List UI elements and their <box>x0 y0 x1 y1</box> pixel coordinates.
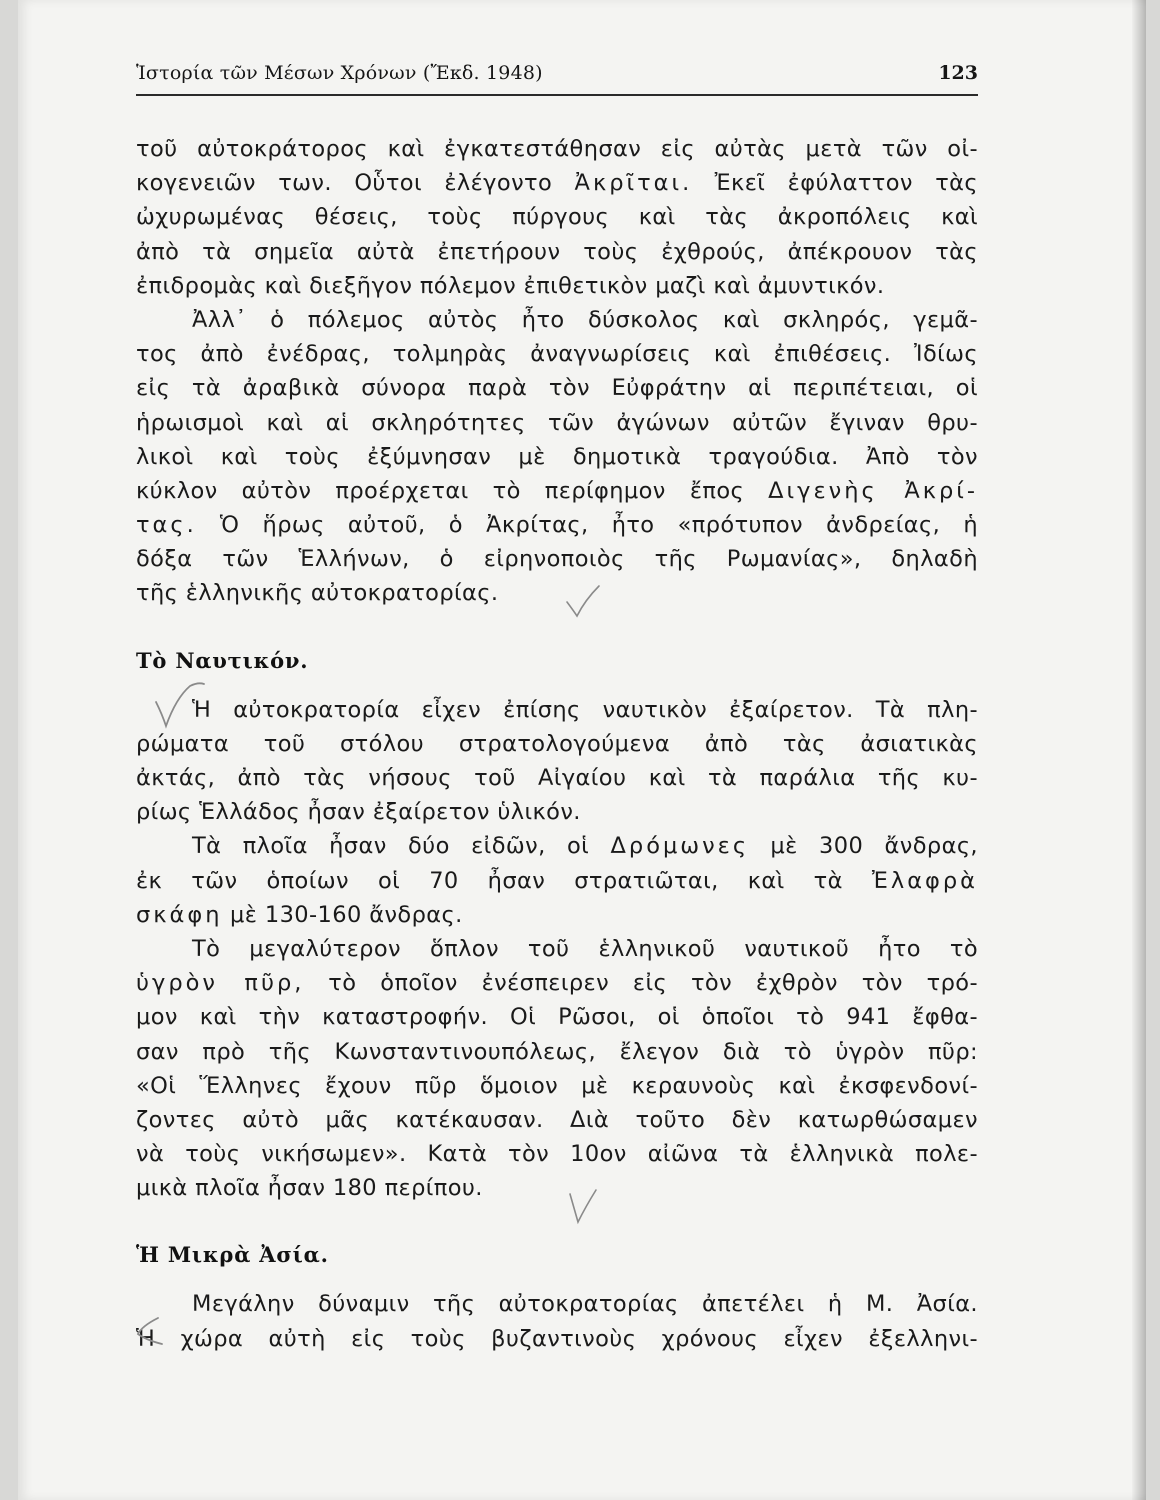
paragraph-war <box>136 303 978 611</box>
emphasized-term: σκάφη <box>136 901 223 928</box>
text-line: τος ἀπὸ ἐνέδρας, τολμηρὰς ἀναγνωρίσεις καὶ ἐπιθέσεις. Ἰδίως <box>136 341 978 368</box>
text-line: μον καὶ τὴν καταστροφήν. Οἱ Ρῶσοι, οἱ ὁποῖοι τὸ 941 ἔφθα- <box>136 1004 978 1031</box>
text-line: τας. Ὁ ἥρως αὐτοῦ, ὁ Ἀκρίτας, ἦτο «πρότυπον ἀνδρείας, ἡ <box>136 512 978 539</box>
text-line: Τὰ πλοῖα ἦσαν δύο εἰδῶν, οἱ Δρόμωνες μὲ 300 ἄνδρας, <box>192 833 978 860</box>
running-header <box>136 62 978 96</box>
emphasized-term: Ἀκρῖται. <box>574 170 693 197</box>
text-line: «Οἱ Ἕλληνες ἔχουν πῦρ ὅμοιον μὲ κεραυνοὺς καὶ ἐκσφενδονί- <box>136 1072 978 1099</box>
emphasized-term: Διγενὴς Ἀκρί- <box>768 477 978 504</box>
paragraph-ship-types <box>136 829 978 932</box>
text-line: τοῦ αὐτοκράτορος καὶ ἐγκατεστάθησαν εἰς αὐτὰς μετὰ τῶν οἰ- <box>136 136 978 162</box>
text-line: Μεγάλην δύναμιν τῆς αὐτοκρατορίας ἀπετέλει ἡ Μ. Ἀσία. <box>192 1291 978 1318</box>
text-line: ἀκτάς, ἀπὸ τὰς νήσους τοῦ Αἰγαίου καὶ τὰ παράλια τῆς κυ- <box>136 765 978 791</box>
paragraph-asia-minor <box>136 1287 978 1355</box>
book-page <box>18 0 1146 1500</box>
text-line: ἐπιδρομὰς καὶ διεξῆγον πόλεμον ἐπιθετικὸν μαζὶ καὶ ἀμυντικόν. <box>136 272 885 299</box>
paragraph-navy-crews <box>136 693 978 830</box>
paragraph-greek-fire <box>136 932 978 1206</box>
text-line: σαν πρὸ τῆς Κωνσταντινουπόλεως, ἔλεγον διὰ τὸ ὑγρὸν πῦρ: <box>136 1038 978 1065</box>
text-line: λικοὶ καὶ τοὺς ἐξύμνησαν μὲ δημοτικὰ τραγούδια. Ἀπὸ τὸν <box>136 443 978 470</box>
section-heading-navy: Τὸ Ναυτικόν. <box>136 647 309 673</box>
text-line: Ἡ χώρα αὐτὴ εἰς τοὺς βυζαντινοὺς χρόνους εἶχεν ἐξελληνι- <box>136 1325 978 1352</box>
text-line: σκάφη μὲ 130-160 ἄνδρας. <box>136 901 463 928</box>
text-line: ὑγρὸν πῦρ, τὸ ὁποῖον ἐνέσπειρεν εἰς τὸν ἐχθρὸν τὸν τρό- <box>136 970 978 997</box>
text-line: ρίως Ἑλλάδος ἦσαν ἐξαίρετον ὑλικόν. <box>136 799 581 826</box>
paragraph-akritai <box>136 132 978 303</box>
text-line: ἐκ τῶν ὁποίων οἱ 70 ἦσαν στρατιῶται, καὶ τὰ Ἐλαφρὰ <box>136 867 978 894</box>
text-line: ρώματα τοῦ στόλου στρατολογούμενα ἀπὸ τὰς ἀσιατικὰς <box>136 730 978 757</box>
text-line: κογενειῶν των. Οὗτοι ἐλέγοντο Ἀκρῖται. Ἐκεῖ ἐφύλαττον τὰς <box>136 170 979 197</box>
text-line: Ἀλλ᾽ ὁ πόλεμος αὐτὸς ἦτο δύσκολος καὶ σκληρός, γεμᾶ- <box>192 306 978 333</box>
text-line: κύκλον αὐτὸν προέρχεται τὸ περίφημον ἔπος Διγενὴς Ἀκρί- <box>136 477 978 504</box>
text-line: Ἡ αὐτοκρατορία εἶχεν ἐπίσης ναυτικὸν ἐξαίρετον. Τὰ πλη- <box>192 696 978 723</box>
emphasized-term: Ἐλαφρὰ <box>871 867 978 894</box>
text-line: εἰς τὰ ἀραβικὰ σύνορα παρὰ τὸν Εὐφράτην αἱ περιπέτειαι, οἱ <box>136 375 978 402</box>
text-line: ὠχυρωμένας θέσεις, τοὺς πύργους καὶ τὰς ἀκροπόλεις καὶ <box>136 204 978 231</box>
text-line: νὰ τοὺς νικήσωμεν». Κατὰ τὸν 10ον αἰῶνα τὰ ἑλληνικὰ πολε- <box>136 1141 978 1168</box>
emphasized-term: Δρόμωνες <box>610 833 750 860</box>
page-edge-shadow <box>1132 0 1146 1500</box>
text-line: ἡρωισμοὶ καὶ αἱ σκληρότητες τῶν ἀγώνων αὐτῶν ἔγιναν θρυ- <box>136 409 978 436</box>
text-line: μικὰ πλοῖα ἦσαν 180 περίπου. <box>136 1175 483 1202</box>
emphasized-term: τας. <box>136 512 197 539</box>
text-line: Τὸ μεγαλύτερον ὅπλον τοῦ ἑλληνικοῦ ναυτικοῦ ἦτο τὸ <box>192 935 978 962</box>
text-line: ζοντες αὐτὸ μᾶς κατέκαυσαν. Διὰ τοῦτο δὲν κατωρθώσαμεν <box>136 1106 978 1133</box>
running-header-title: Ἱστορία τῶν Μέσων Χρόνων (Ἔκδ. 1948) <box>136 62 543 84</box>
text-line: δόξα τῶν Ἑλλήνων, ὁ εἰρηνοποιὸς τῆς Ρωμανίας», δηλαδὴ <box>136 546 978 573</box>
emphasized-term: ὑγρὸν πῦρ, <box>136 970 305 997</box>
text-line: τῆς ἑλληνικῆς αὐτοκρατορίας. <box>136 580 499 607</box>
page-number: 123 <box>938 62 978 84</box>
text-line: ἀπὸ τὰ σημεῖα αὐτὰ ἐπετήρουν τοὺς ἐχθρούς, ἀπέκρουον τὰς <box>136 238 978 265</box>
body-text <box>136 132 978 1356</box>
section-heading-asia-minor: Ἡ Μικρὰ Ἀσία. <box>136 1242 329 1268</box>
